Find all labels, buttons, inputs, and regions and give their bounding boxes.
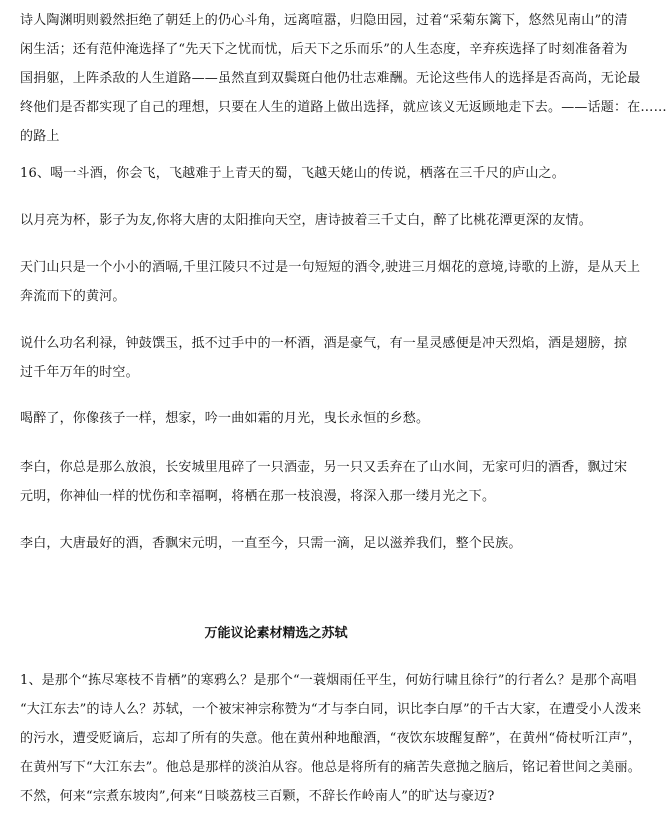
text-line: 在黄州写下“大江东去”。他总是那样的淡泊从容。他总是将所有的痛苦失意抛之脑后，铭记着世间之美丽。 xyxy=(20,760,641,775)
text-line: 的路上 xyxy=(20,129,60,144)
text-line: 天门山只是一个小小的酒嗝,千里江陵只不过是一句短短的酒令,驶进三月烟花的意境,诗歌的上游，是从天上 xyxy=(20,260,641,275)
text-line: 奔流而下的黄河。 xyxy=(20,289,126,304)
text-line: 喝醉了，你像孩子一样，想家，吟一曲如霜的月光，曳长永恒的乡愁。 xyxy=(20,411,430,426)
text-line: 国捐躯，上阵杀敌的人生道路——虽然直到双鬓斑白他仍壮志难酬。无论这些伟人的选择是否高尚，无论最 xyxy=(20,71,641,86)
text-line: 李白，你总是那么放浪，长安城里甩碎了一只酒壶，另一只又丢弃在了山水间，无家可归的酒香，飘过宋 xyxy=(20,460,628,475)
wine-paragraph xyxy=(20,329,628,387)
text-line: 说什么功名利禄，钟鼓馔玉，抵不过手中的一杯酒，酒是豪气，有一星灵感便是冲天烈焰，酒是翅膀，掠 xyxy=(20,336,628,351)
section-heading: 万能议论素材精选之苏轼 xyxy=(204,626,348,641)
tianmen-paragraph xyxy=(20,253,641,311)
sushi-paragraph xyxy=(20,666,642,811)
drunk-paragraph xyxy=(20,404,535,433)
tang-paragraph xyxy=(20,529,535,558)
section-16-paragraph xyxy=(20,159,565,188)
text-line: 的污水，遭受贬谪后，忘却了所有的失意。他在黄州种地酿酒，“夜饮东坡醒复醉”，在黄州“倚杖听江声”， xyxy=(20,731,642,746)
libai-paragraph xyxy=(20,453,628,511)
text-line: 元明，你神仙一样的忧伤和幸福啊，将栖在那一枝浪漫，将深入那一缕月光之下。 xyxy=(20,489,496,504)
text-line: 1、是那个“拣尽寒枝不肯栖”的寒鸦么？是那个“一蓑烟雨任平生，何妨行啸且徐行”的行者么？是那个高唱 xyxy=(20,673,637,688)
text-line: “大江东去”的诗人么？苏轼，一个被宋神宗称赞为“才与李白同，识比李白厚”的千古大家，在遭受小人泼来 xyxy=(20,702,642,717)
moon-paragraph xyxy=(20,206,592,235)
text-line: 以月亮为杯，影子为友,你将大唐的太阳推向天空，唐诗披着三千丈白，醉了比桃花潭更深的友情。 xyxy=(20,213,592,228)
text-line: 16、喝一斗酒，你会飞，飞越难于上青天的蜀，飞越天姥山的传说，栖落在三千尺的庐山之。 xyxy=(20,166,565,181)
text-line: 闲生活；还有范仲淹选择了“先天下之忧而忧，后天下之乐而乐”的人生态度，辛弃疾选择了时刻准备着为 xyxy=(20,42,628,57)
text-line: 诗人陶渊明则毅然拒绝了朝廷上的仍心斗角，远离喧嚣，归隐田园，过着“采菊东篱下，悠然见南山”的清 xyxy=(20,13,628,28)
text-line: 李白，大唐最好的酒，香飘宋元明，一直至今，只需一滴，足以滋养我们，整个民族。 xyxy=(20,536,522,551)
intro-paragraph xyxy=(20,6,667,151)
text-line: 过千年万年的时空。 xyxy=(20,365,139,380)
text-line: 终他们是否都实现了自己的理想，只要在人生的道路上做出选择，就应该义无返顾地走下去。——话题：在…… xyxy=(20,100,667,115)
text-line: 不然，何来“宗煮东坡肉”,何来“日啖荔枝三百颗，不辞长作岭南人”的旷达与豪迈? xyxy=(20,789,495,804)
